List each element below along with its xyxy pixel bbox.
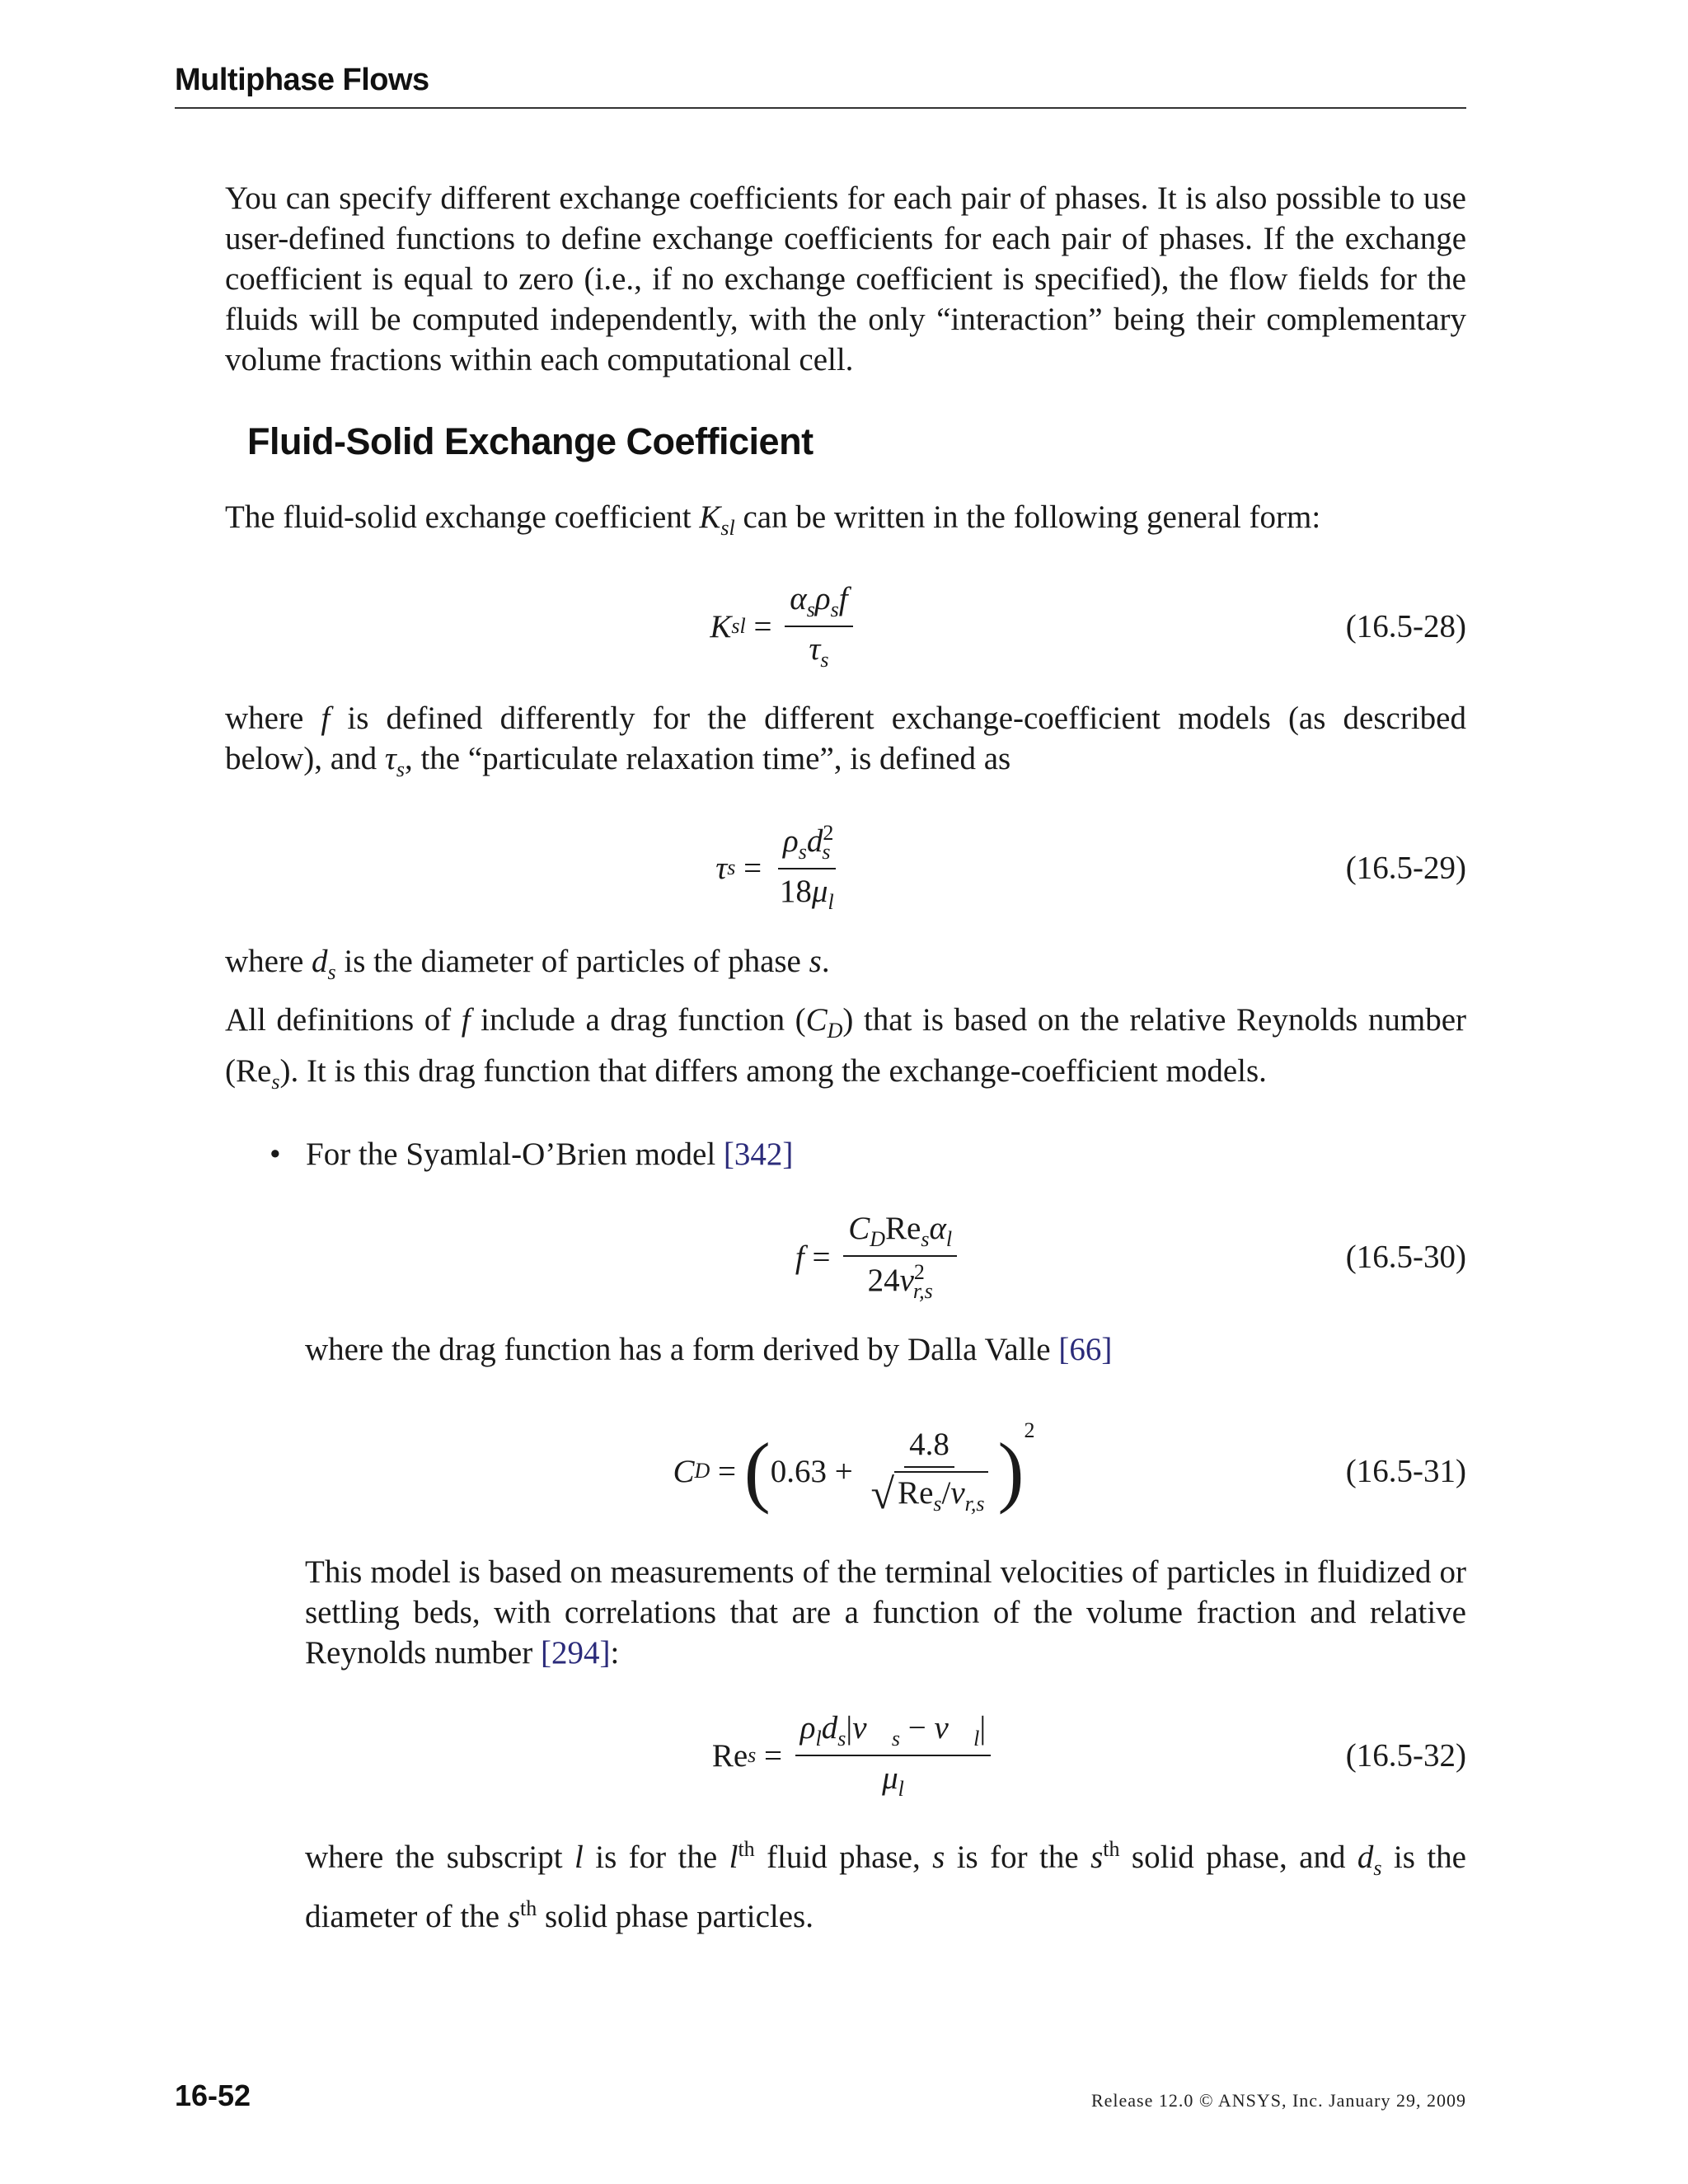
- equation-number: (16.5-31): [1345, 1453, 1466, 1489]
- release-info: Release 12.0 © ANSYS, Inc. January 29, 2009: [1090, 2090, 1466, 2111]
- equation-16-5-30: f = $\frac{C_DRe_s\alpha_l}{24v^2_{r,s}}$ (16.5-30): [795, 1211, 1466, 1303]
- running-header: Multiphase Flows: [175, 63, 429, 97]
- equation-16-5-31: C D = ( 0.63 + 4.8 √ $Re_s/v_{r,s}$ ) $^2$ (16.5-31): [673, 1418, 1466, 1518]
- paragraph-f-definition: where f is defined differently for the different exchange-coefficient models (as described below), and $\tau_s$, the “particulate relaxation time”, is defined as: [225, 701, 1466, 781]
- citation-link[interactable]: [66]: [1058, 1332, 1113, 1367]
- equation-number: (16.5-28): [1345, 608, 1466, 644]
- header-rule: [175, 107, 1466, 109]
- paragraph-dalla-valle: where the drag function has a form derived by Dalla Valle [66]: [305, 1332, 1113, 1367]
- paragraph-ksl: The fluid-solid exchange coefficient $K_{sl}$ can be written in the following general form:: [225, 499, 1321, 540]
- page-number: 16-52: [175, 2079, 251, 2112]
- equation-16-5-29: τ s = $\frac{\rho_sd^2_s}{18\mu_l}$ (16.5-29): [715, 821, 1466, 914]
- equation-16-5-32: Re s = $\frac{\rho_ld_s|v⃗_s - v⃗_l|}{\mu_l}$ (16.5-32): [711, 1710, 1466, 1801]
- paragraph-drag-function: All definitions of f include a drag function $(C_D)$ that is based on the relative Reynolds number $(Re_s)$. It is this drag function that differs among the exchange-coefficient models.: [225, 1002, 1467, 1094]
- equation-number: (16.5-30): [1345, 1239, 1466, 1275]
- intro-paragraph: You can specify different exchange coefficients for each pair of phases. It is also possible to use user-defined functions to define exchange coefficients for each pair of phases. If the exchange coefficient is equal to zero (i.e., if no exchange coefficient is specified), the flow fields for the fluids will be computed independently, with the only “interaction” being their complementary volume fractions within each computational cell.: [225, 180, 1466, 377]
- citation-link[interactable]: [342]: [723, 1137, 794, 1172]
- equation-16-5-28: K sl = $\frac{\alpha_s\rho_sf}{\tau_s}$ (16.5-28): [710, 581, 1466, 672]
- equation-number: (16.5-29): [1345, 850, 1466, 886]
- paragraph-subscripts: where the subscript l is for the $l^{th}$ fluid phase, s is for the $s^{th}$ solid phase, and $d_s$ is the diameter of the $s^{th}$ solid phase particles.: [305, 1837, 1466, 1934]
- paragraph-terminal-velocities: This model is based on measurements of the terminal velocities of particles in fluidized or settling beds, with correlations that are a function of the volume fraction and relative Reynolds number [294]:: [305, 1554, 1466, 1671]
- citation-link[interactable]: [294]: [540, 1635, 611, 1671]
- equation-number: (16.5-32): [1345, 1737, 1466, 1774]
- paragraph-ds-definition: where $d_s$ is the diameter of particles of phase s.: [225, 944, 830, 984]
- section-title: Fluid-Solid Exchange Coefficient: [247, 420, 814, 462]
- bullet-icon: •: [270, 1137, 281, 1172]
- math-symbol: K: [710, 608, 732, 644]
